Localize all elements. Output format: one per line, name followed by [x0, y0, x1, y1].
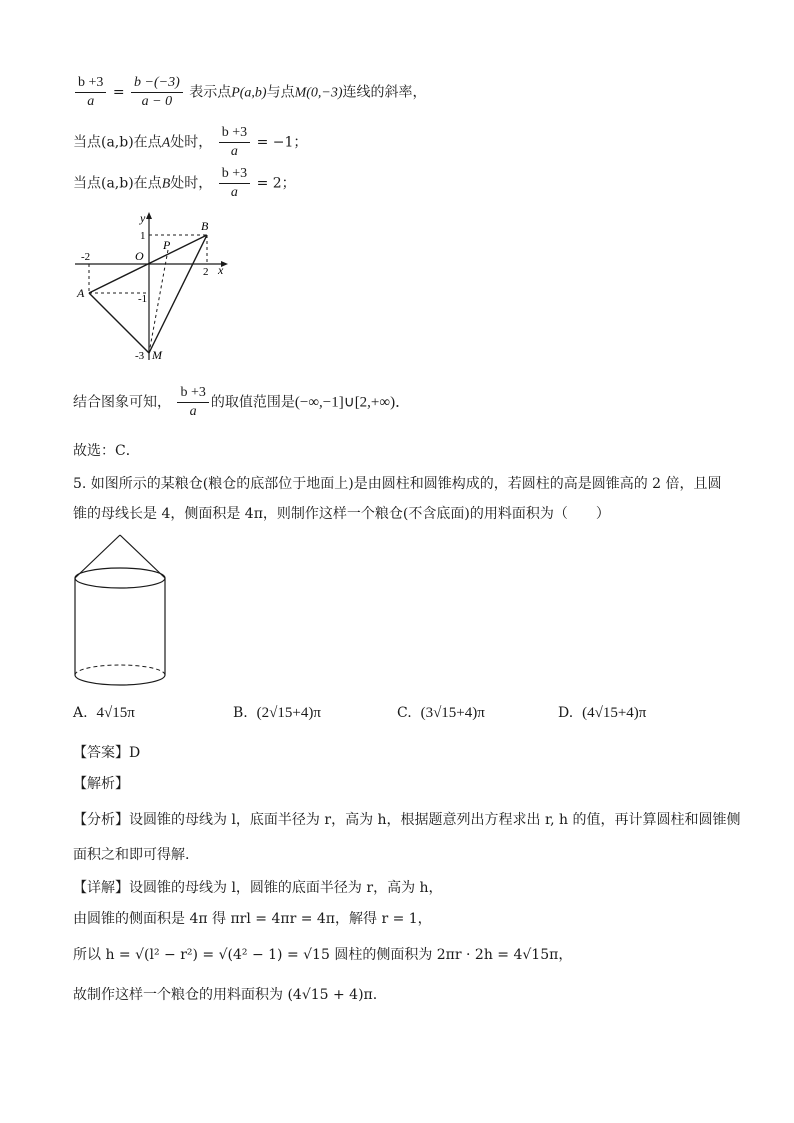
coordinate-graph: [70, 208, 240, 368]
answer-tag: 【答案】: [73, 745, 129, 761]
cylinder-top-ellipse: [75, 568, 165, 588]
point-label-a: A: [77, 286, 85, 300]
xiangjie-line-4: 故制作这样一个粮仓的用料面积为 (4√15 + 4)π.: [73, 987, 378, 1003]
guide-p-m: [149, 250, 168, 353]
point-label-p: P: [163, 238, 171, 252]
cylinder-bottom-back: [75, 665, 165, 675]
fraction-b-plus-3-over-a: $\frac{b +3}{a}$: [219, 165, 250, 202]
segment-bm: [149, 235, 207, 353]
answer-line: [73, 743, 140, 763]
xiangjie-line-1: 【详解】设圆锥的母线为 l，圆锥的底面半径为 r，高为 h，: [73, 880, 443, 896]
answer-value: D: [129, 745, 141, 761]
option-a[interactable]: A. 4√15π: [73, 705, 135, 721]
fenxi-line-1: 【分析】设圆锥的母线为 l，底面半径为 r，高为 h，根据题意列出方程求出 r, h 的值，再计算圆柱和圆锥侧: [73, 812, 741, 828]
fraction-slope-expansion: $\frac{b -(-3)}{a - 0}$: [131, 74, 183, 111]
option-b[interactable]: B. (2√15+4)π: [233, 705, 321, 721]
xiangjie-line-3: 所以 h = √(l² − r²) = √(4² − 1) = √15 圆柱的侧面积为 2πr · 2h = 4√15π，: [73, 947, 573, 963]
fraction-b-plus-3-over-a: $\frac{b +3}{a}$: [219, 124, 250, 161]
tick-label-neg2: -2: [81, 251, 91, 263]
answer-choice-line: 故选：C．: [73, 443, 140, 459]
question-5-line-2: 锥的母线长是 4，侧面积是 4π，则制作这样一个粮仓(不含底面)的用料面积为（ ）: [73, 506, 610, 522]
cylinder-bottom-front: [75, 675, 165, 685]
solution-conclusion: 结合图象可知， $\frac{b +3}{a}$ 的取值范围是(−∞,−1]∪[2,+∞)．: [73, 385, 411, 419]
fenxi-tag: 【分析】: [73, 812, 129, 828]
solution-line-point-a: 当点(a,b)在点A处时， $\frac{b +3}{a}$ = −1；: [73, 125, 308, 159]
xiangjie-line-2: 由圆锥的侧面积是 4π 得 πrl = 4πr = 4π，解得 r = 1，: [73, 911, 432, 927]
analysis-tag: 【解析】: [73, 776, 129, 792]
option-d[interactable]: D. (4√15+4)π: [558, 705, 647, 721]
solution-line-point-b: 当点(a,b)在点B处时， $\frac{b +3}{a}$ = 2；: [73, 166, 296, 200]
y-axis-label: y: [140, 211, 146, 225]
tick-label-neg3: -3: [135, 350, 145, 362]
xiangjie-tag: 【详解】: [73, 880, 129, 896]
fraction-b-plus-3-over-a: $\frac{b +3}{a}$: [75, 74, 106, 111]
tick-label-2: 2: [203, 266, 209, 278]
cone-left-edge: [75, 535, 120, 578]
point-label-m: M: [152, 348, 162, 362]
point-label-b: B: [201, 219, 209, 233]
fenxi-line-2: 面积之和即可得解.: [73, 847, 190, 863]
cone-right-edge: [120, 535, 165, 578]
option-c[interactable]: C. (3√15+4)π: [397, 705, 485, 721]
question-5-line-1: 5. 如图所示的某粮仓(粮仓的底部位于地面上)是由圆柱和圆锥构成的，若圆柱的高是圆锥高的 2 倍，且圆: [73, 476, 722, 492]
origin-label: O: [135, 249, 144, 263]
fraction-b-plus-3-over-a: $\frac{b +3}{a}$: [177, 384, 208, 421]
y-axis-arrow: [146, 212, 152, 219]
solution-line-slope: $\frac{b +3}{a}$ = $\frac{b -(-3)}{a - 0}$ 表示点P(a,b)与点M(0,−3)连线的斜率，: [73, 74, 427, 111]
tick-label-neg1: -1: [138, 293, 148, 305]
x-axis-label: x: [218, 263, 224, 277]
granary-figure: [70, 528, 180, 696]
tick-label-1: 1: [140, 230, 146, 242]
